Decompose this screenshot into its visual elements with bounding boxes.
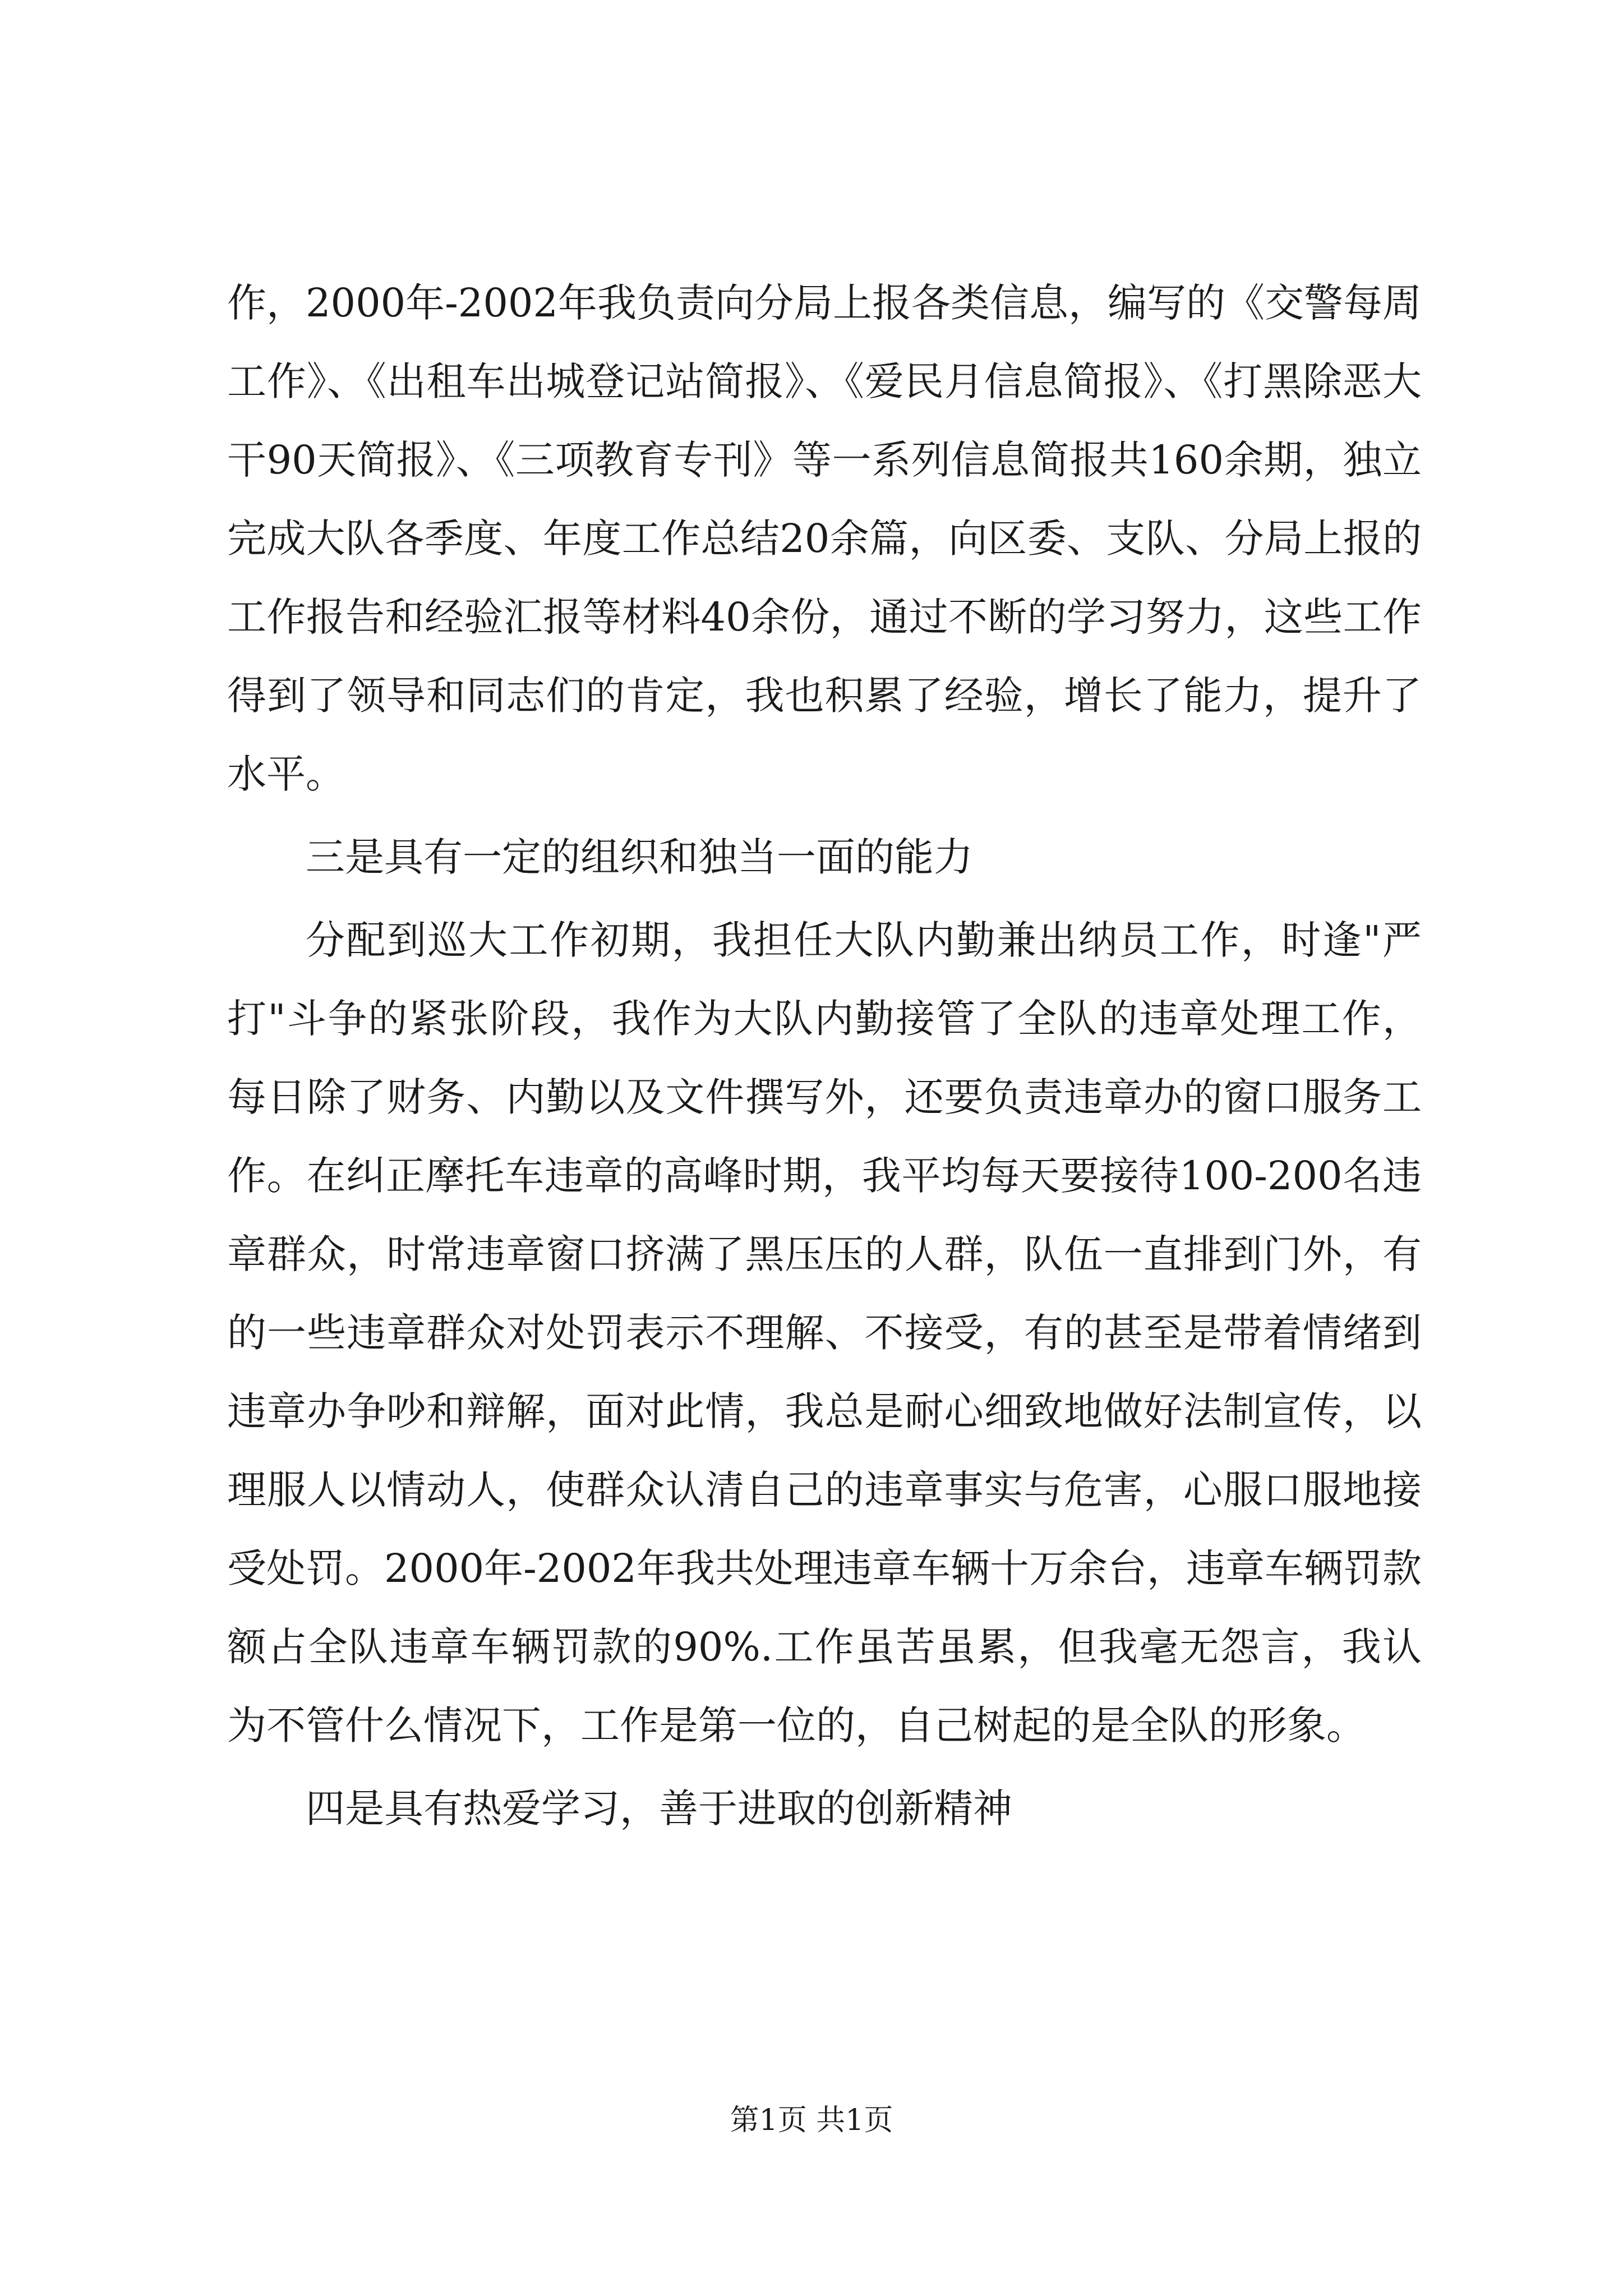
paragraph-1: 作，2000年-2002年我负责向分局上报各类信息，编写的《交警每周工作》、《出租车出城登记站简报》、《爱民月信息简报》、《打黑除恶大干90天简报》、《三项教育专刊》等一系列信息简报共160余期，独立完成大队各季度、年度工作总结20余篇，向区委、支队、分局上报的工作报告和经验汇报等材料40余份，通过不断的学习努力，这些工作得到了领导和同志们的肯定，我也积累了经验，增长了能力，提升了水平。 [227,280,1422,797]
page-footer: 第1页 共1页 [730,2104,893,2137]
paragraph-2: 分配到巡大工作初期，我担任大队内勤兼出纳员工作，时逢"严打"斗争的紧张阶段，我作为大队内勤接管了全队的违章处理工作，每日除了财务、内勤以及文件撰写外，还要负责违章办的窗口服务工作。在纠正摩托车违章的高峰时期，我平均每天要接待100-200名违章群众，时常违章窗口挤满了黑压压的人群，队伍一直排到门外，有的一些违章群众对处罚表示不理解、不接受，有的甚至是带着情绪到违章办争吵和辩解，面对此情，我总是耐心细致地做好法制宣传，以理服人以情动人，使群众认清自己的违章事实与危害，心服口服地接受处罚。2000年-2002年我共处理违章车辆十万余台，违章车辆罚款额占全队违章车辆罚款的90%.工作虽苦虽累，但我毫无怨言，我认为不管什么情况下，工作是第一位的，自己树起的是全队的形象。 [227,917,1422,1749]
section-heading-3: 三是具有一定的组织和独当一面的能力 [306,834,973,880]
section-heading-4: 四是具有热爱学习，善于进取的创新精神 [306,1786,1012,1832]
document-body [227,264,1422,1852]
